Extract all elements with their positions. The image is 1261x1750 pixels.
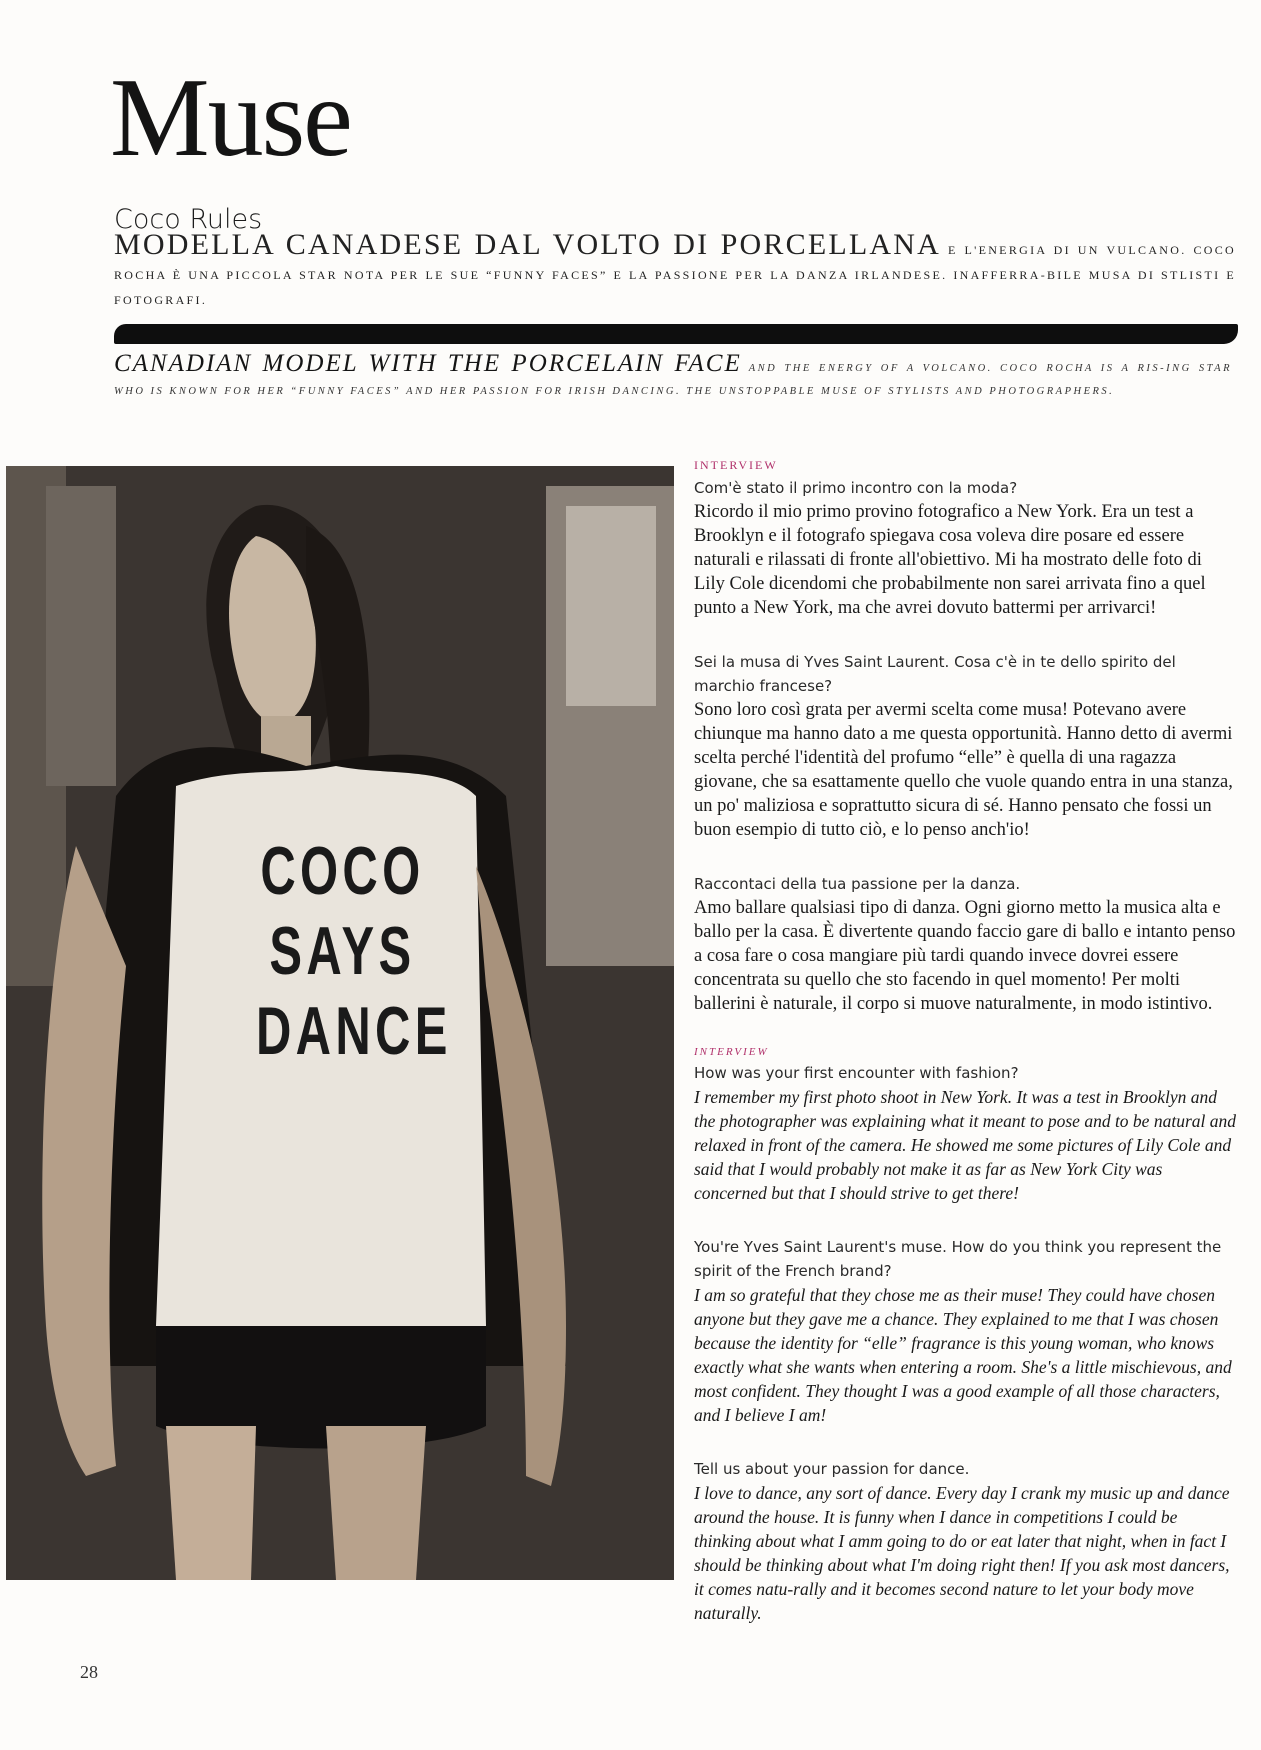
interview-label-italian: INTERVIEW <box>694 458 778 472</box>
divider-bar <box>114 324 1238 344</box>
shirt-line: DANCE <box>256 993 452 1069</box>
italian-intro-lead: MODELLA CANADESE DAL VOLTO DI PORCELLANA <box>114 228 941 261</box>
answer-italian-1: Ricordo il mio primo provino fotografico a New York. Era un test a Brooklyn e il fotografo spiegava cosa voleva dire posare ed essere naturali e rilassati di fronte all'obiettivo. Mi ha mostrato delle foto di Lily Cole dicendomi che probabilmente non sarei arrivata fino a quel punto a New York, ma che avrei dovuto battermi per arrivarci! <box>694 502 1206 618</box>
english-intro-lead: CANADIAN MODEL WITH THE PORCELAIN FACE <box>114 350 742 377</box>
shirt-line: COCO <box>260 833 425 909</box>
shirt-slogan <box>256 831 452 1071</box>
interview-column <box>694 458 1236 1655</box>
page-number: 28 <box>80 1662 98 1682</box>
english-intro <box>114 352 1232 403</box>
question-english-3: Tell us about your passion for dance. <box>694 1460 970 1478</box>
answer-english-1: I remember my first photo shoot in New York. It was a test in Brooklyn and the photographer was explaining what it meant to pose and to be natural and relaxed in front of the camera. He showed me some pictures of Lily Cole and said that I would probably not make it as far as New York City was concerned but that I should strive to get there! <box>694 1087 1236 1203</box>
question-english-2: You're Yves Saint Laurent's muse. How do you think you represent the spirit of the French brand? <box>694 1238 1222 1280</box>
answer-italian-2: Sono loro così grata per avermi scelta come musa! Potevano avere chiunque ma hanno dato a me questa opportunità. Hanno detto di avermi scelta perché l'identità del profumo “elle” è quella di una ragazza giovane, che sa esattamente quello che vuole quando entra in una stanza, un po' maliziosa e soprattutto sicura di sé. Hanno pensato che fossi un buon esempio di tutto ciò, e lo penso anch'io! <box>694 700 1233 840</box>
english-intro-body: AND THE ENERGY OF A VOLCANO. COCO ROCHA IS A RIS-ING STAR WHO IS KNOWN FOR HER “FUNNY FACES” AND HER PASSION FOR IRISH DANCING. THE UNSTOPPABLE MUSE OF STYLISTS AND PHOTOGRAPHERS. <box>114 363 1233 397</box>
interview-label-english: INTERVIEW <box>694 1046 769 1058</box>
italian-intro <box>114 228 1236 313</box>
article-subtitle: Coco Rules <box>114 204 263 235</box>
question-english-1: How was your first encounter with fashion? <box>694 1064 1019 1082</box>
model-photo <box>6 466 674 1580</box>
italian-intro-body: E L'ENERGIA DI UN VULCANO. COCO ROCHA È UNA PICCOLA STAR NOTA PER LE SUE “FUNNY FACES” E LA PASSIONE PER LA DANZA IRLANDESE. INAFFERRA-BILE MUSA DI STLISTI E FOTOGRAFI. <box>114 243 1236 307</box>
shirt-line: SAYS <box>269 913 416 989</box>
answer-english-3: I love to dance, any sort of dance. Every day I crank my music up and dance around the house. It is funny when I dance in competitions I could be thinking about what I amm going to do or eat later that night, when in fact I should be thinking about what I'm doing right then! If you ask most dancers, it comes natu-rally and it becomes second nature to let your body move naturally. <box>694 1483 1230 1623</box>
question-italian-1: Com'è stato il primo incontro con la moda? <box>694 479 1018 497</box>
question-italian-2: Sei la musa di Yves Saint Laurent. Cosa c'è in te dello spirito del marchio francese? <box>694 653 1176 695</box>
page-title: Muse <box>110 56 351 180</box>
question-italian-3: Raccontaci della tua passione per la danza. <box>694 875 1021 893</box>
answer-english-2: I am so grateful that they chose me as their muse! They could have chosen anyone but they gave me a chance. They explained to me that I was chosen because the identity for “elle” fragrance is this young woman, who knows exactly what she wants when entering a room. She's a little mischievous, and most confident. They thought I was a good example of all those characters, and I believe I am! <box>694 1285 1232 1425</box>
answer-italian-3: Amo ballare qualsiasi tipo di danza. Ogni giorno metto la musica alta e ballo per la casa. È divertente quando faccio gare di ballo e intanto penso a cosa fare o cosa mangiare più tardi quando invece dovrei essere concentrata su quello che sto facendo in quel momento! Per molti ballerini è naturale, il corpo si muove naturalmente, in modo istintivo. <box>694 898 1236 1014</box>
